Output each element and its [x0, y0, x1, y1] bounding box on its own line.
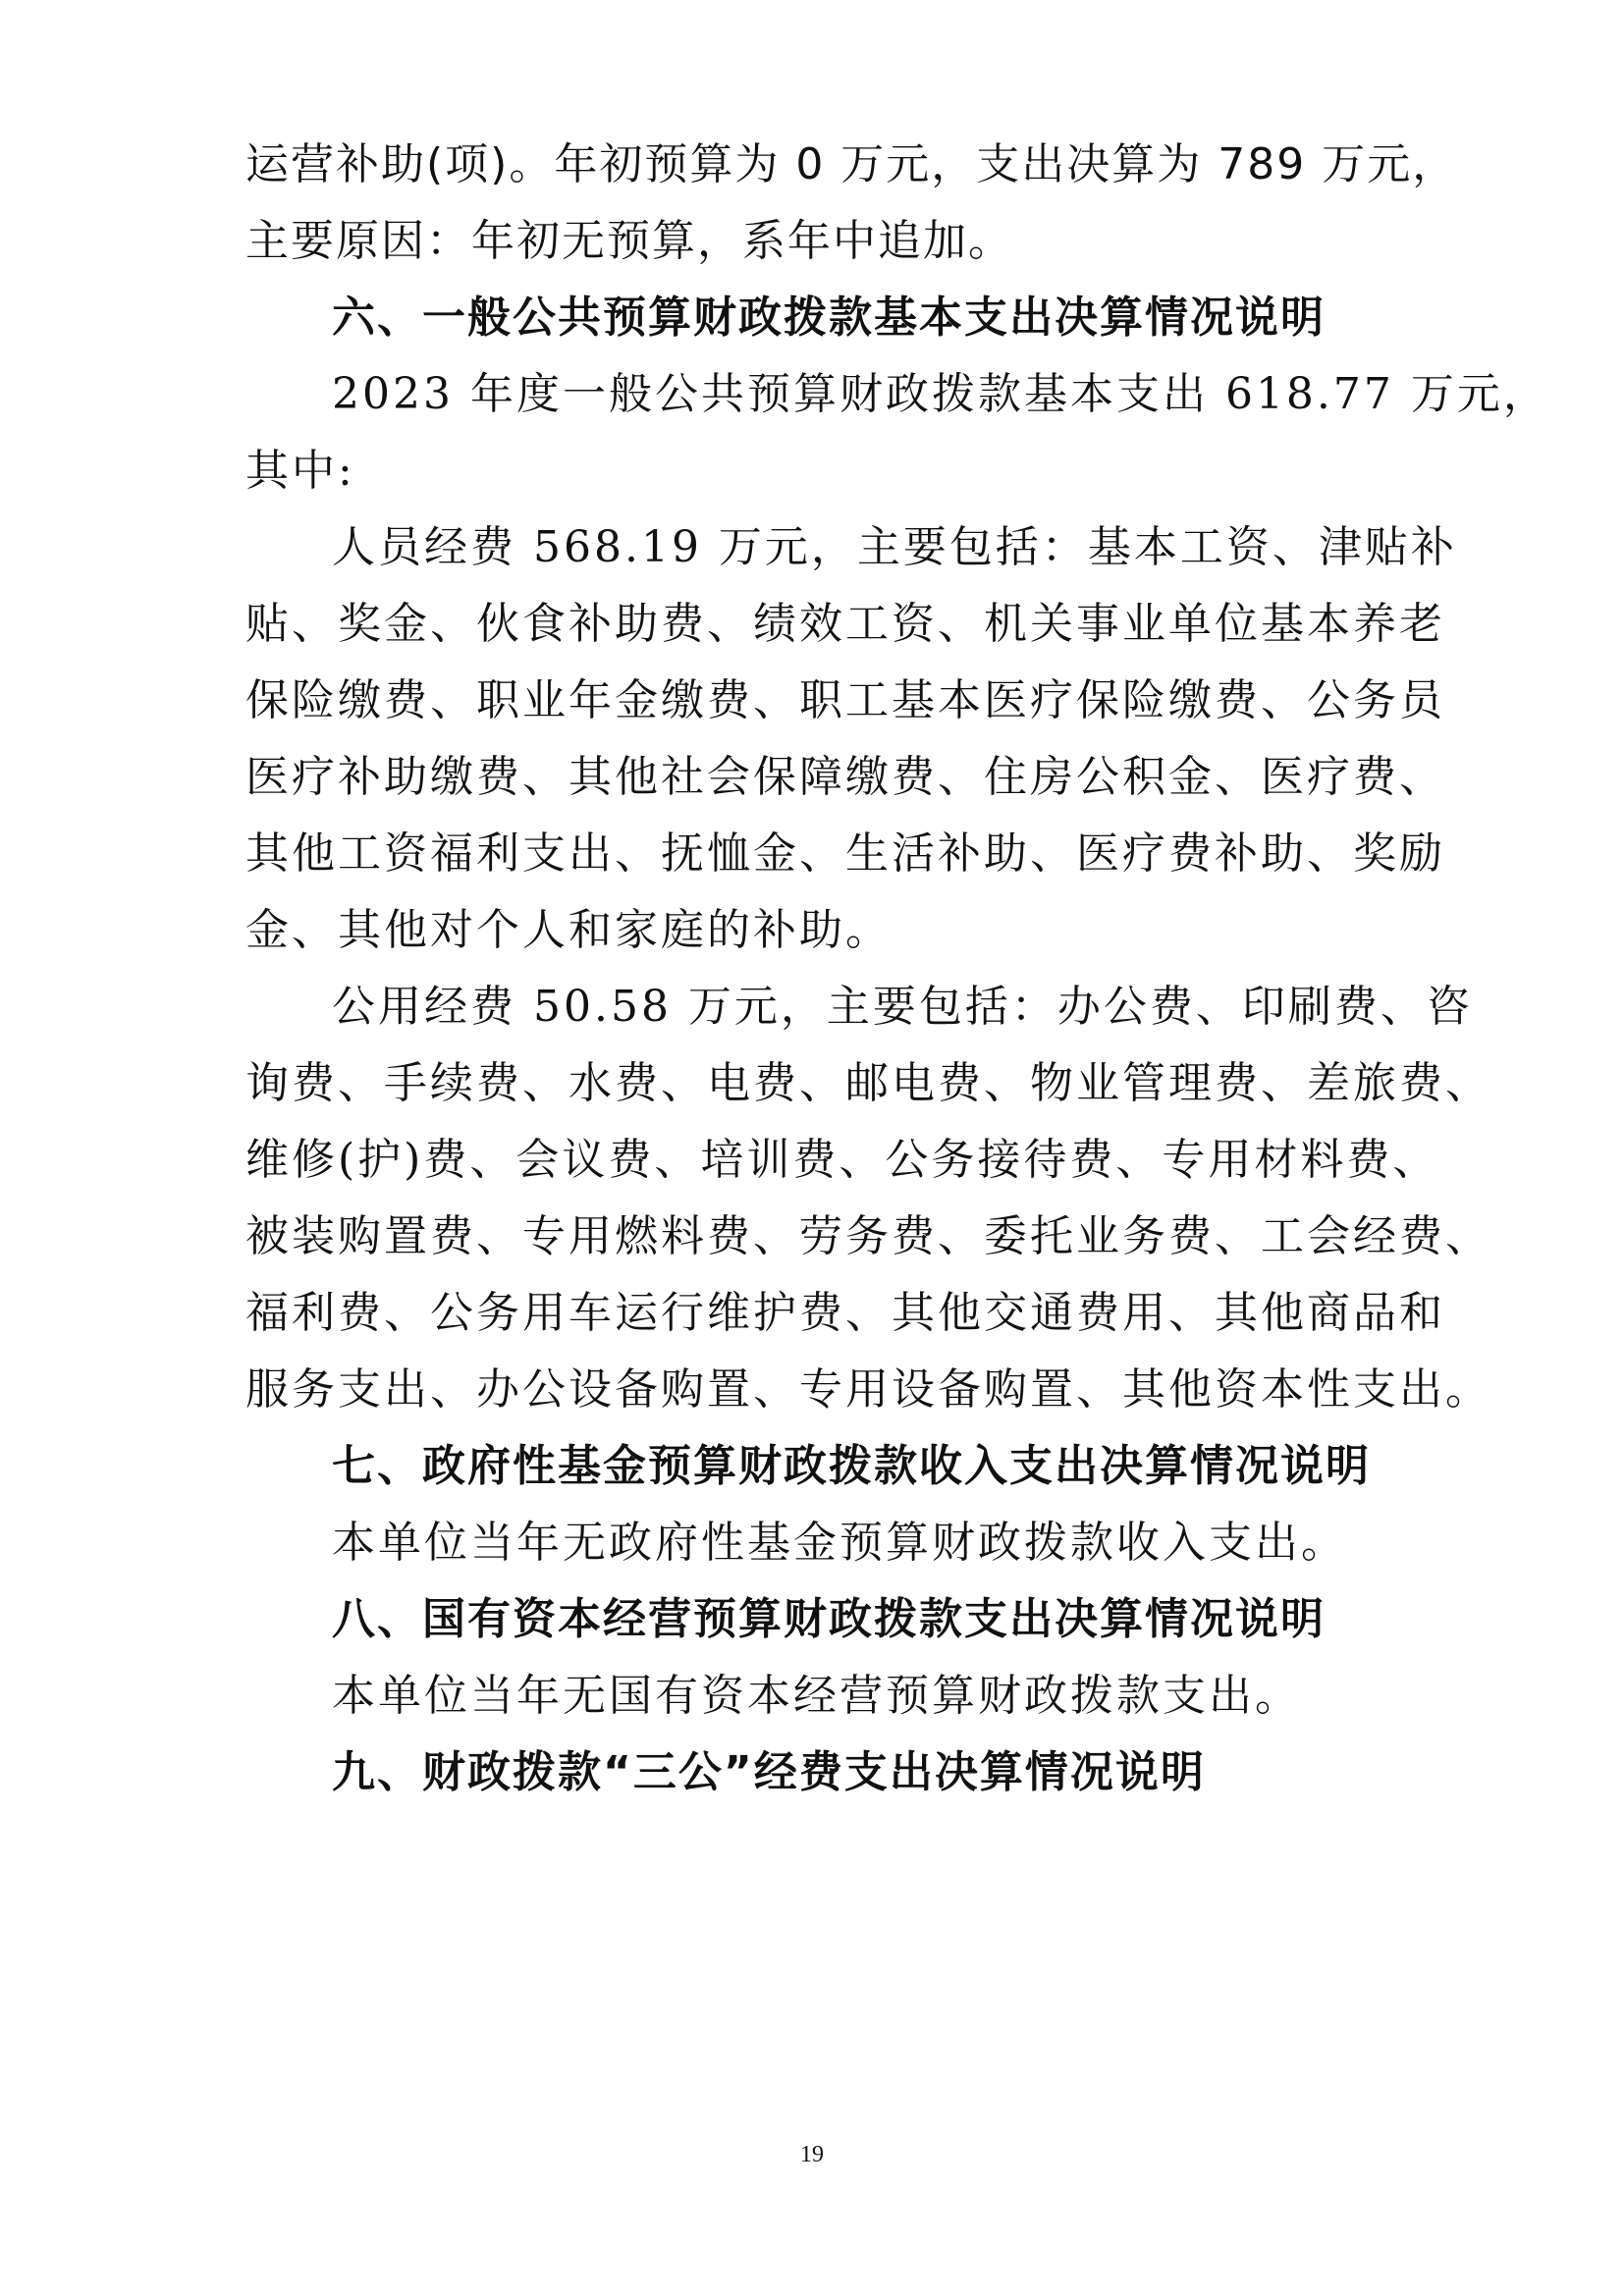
paragraph-line: 服务支出、办公设备购置、专用设备购置、其他资本性支出。 [245, 1364, 1491, 1415]
paragraph-line: 贴、奖金、伙食补助费、绩效工资、机关事业单位基本养老 [245, 599, 1445, 649]
page-number: 19 [800, 2142, 824, 2167]
paragraph-line: 医疗补助缴费、其他社会保障缴费、住房公积金、医疗费、 [245, 752, 1445, 802]
paragraph-line: 本单位当年无政府性基金预算财政拨款收入支出。 [332, 1518, 1347, 1568]
paragraph-line: 人员经费 568.19 万元，主要包括：基本工资、津贴补 [332, 522, 1457, 572]
section-heading-6: 六、一般公共预算财政拨款基本支出决算情况说明 [332, 293, 1326, 343]
section-heading-8: 八、国有资本经营预算财政拨款支出决算情况说明 [332, 1594, 1326, 1644]
paragraph-line: 其中: [245, 446, 355, 496]
paragraph-line: 本单位当年无国有资本经营预算财政拨款支出。 [332, 1671, 1301, 1721]
paragraph-line: 保险缴费、职业年金缴费、职工基本医疗保险缴费、公务员 [245, 675, 1445, 725]
paragraph-line: 金、其他对个人和家庭的补助。 [245, 905, 892, 955]
paragraph-line: 被装购置费、专用燃料费、劳务费、委托业务费、工会经费、 [245, 1211, 1491, 1261]
paragraph-line: 维修(护)费、会议费、培训费、公务接待费、专用材料费、 [245, 1135, 1439, 1185]
paragraph-line: 运营补助(项)。年初预算为 0 万元，支出决算为 789 万元， [245, 139, 1458, 189]
paragraph-line: 福利费、公务用车运行维护费、其他交通费用、其他商品和 [245, 1288, 1445, 1338]
paragraph-line: 主要原因：年初无预算，系年中追加。 [245, 216, 1013, 266]
paragraph-line: 公用经费 50.58 万元，主要包括：办公费、印刷费、咨 [332, 982, 1473, 1032]
section-heading-7: 七、政府性基金预算财政拨款收入支出决算情况说明 [332, 1441, 1371, 1491]
paragraph-line: 2023 年度一般公共预算财政拨款基本支出 618.77 万元， [332, 369, 1549, 419]
section-heading-9: 九、财政拨款“三公”经费支出决算情况说明 [332, 1747, 1206, 1797]
paragraph-line: 其他工资福利支出、抚恤金、生活补助、医疗费补助、奖励 [245, 828, 1445, 879]
paragraph-line: 询费、手续费、水费、电费、邮电费、物业管理费、差旅费、 [245, 1058, 1491, 1108]
